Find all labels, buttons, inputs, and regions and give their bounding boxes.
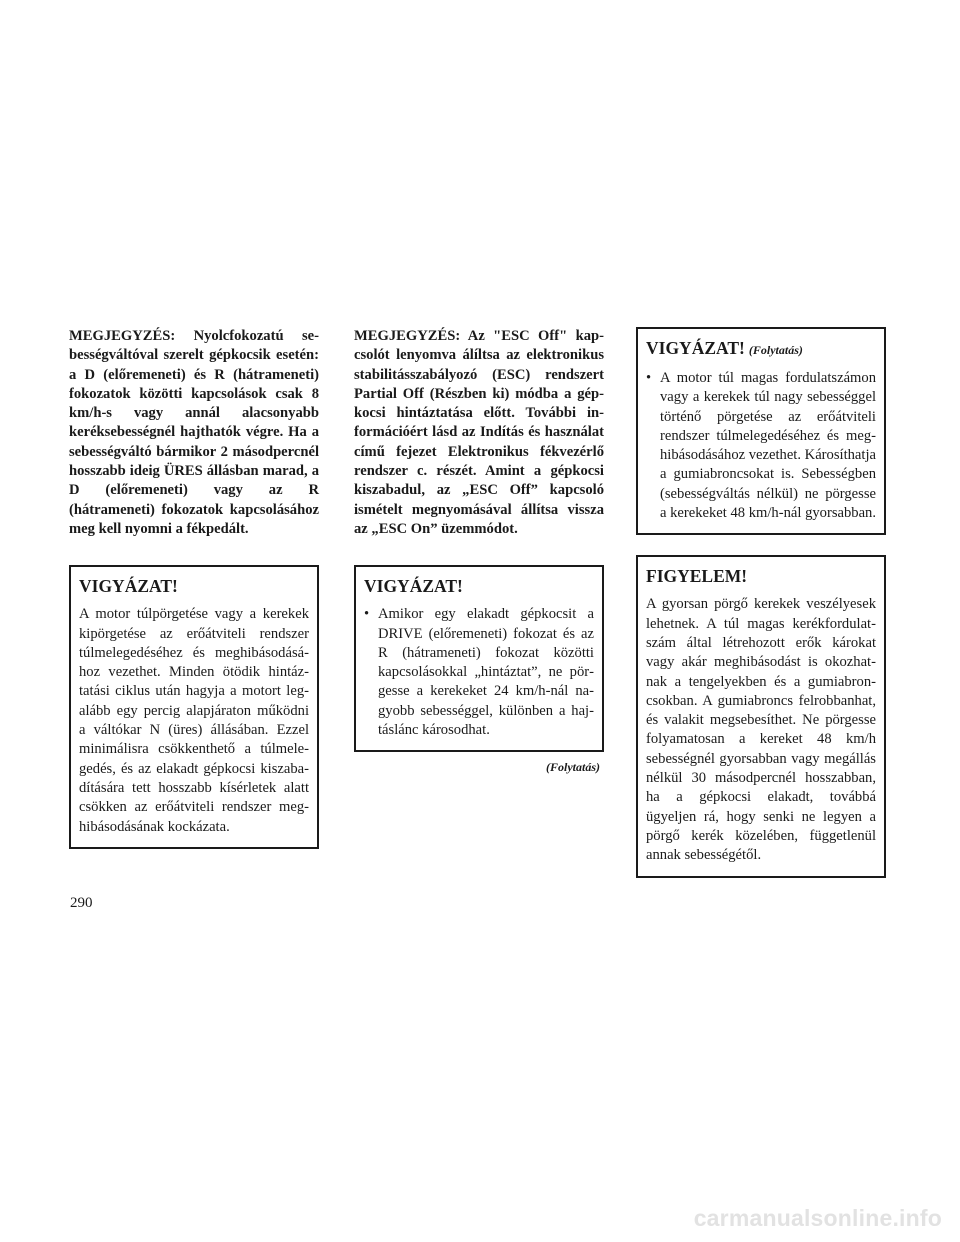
warning-title bbox=[646, 337, 876, 361]
column-left bbox=[69, 327, 319, 849]
warning-title: VIGYÁZAT! bbox=[364, 576, 463, 597]
warning-box-rocking bbox=[354, 565, 604, 752]
warning-bullet-text: Amikor egy elakadt gépkocsit a DRIVE (előremeneti) fokozat és az R (hátrameneti) fokozat közötti kapcsolásokkal „hintáztat”, ne pörgesse a kerekeket 24 km/h-nál nagyobb sebességgel, különben a hajtáslánc károsodhat. bbox=[378, 606, 594, 739]
watermark: carmanualsonline.info bbox=[693, 1205, 942, 1231]
note-eight-speed-transmission: MEGJEGYZÉS: Nyolcfokozatú sebességváltóval szerelt gépkocsik esetén: a D (előremeneti) és R (hátrameneti) fokozatok közötti kapcsolások csak 8 km/h-s vagy annál alacsonyabb keréksebességnél hajthatók végre. Ha a sebességváltó bármikor 2 másodpercnél hosszabb ideig ÜRES állásban marad, a D (előremeneti) vagy az R (hátrameneti) fokozatok kapcsolásához meg kell nyomni a fékpedált. bbox=[69, 328, 319, 537]
column-right bbox=[636, 327, 886, 878]
column-middle bbox=[354, 327, 604, 775]
warning-bullet-item bbox=[364, 605, 594, 740]
warning-bullet-item bbox=[646, 369, 876, 523]
warning-title: VIGYÁZAT! bbox=[79, 576, 178, 597]
warning-bullet-text: A motor túl magas fordulatszámon vagy a kerekek túl nagy sebességgel történő pörgetése az erőátviteli rendszer túlmelegedéséhez és meghibásodásához vezethet. Károsíthatja a gumiabroncsokat is. Sebességben (sebességváltás nélkül) ne pörgesse a kerekeket 48 km/h-nál gyorsabban. bbox=[660, 370, 876, 522]
continued-label: (Folytatás) bbox=[546, 760, 600, 775]
warning-continued-label: (Folytatás) bbox=[748, 343, 803, 357]
warning-title-text: VIGYÁZAT! bbox=[646, 338, 745, 358]
bullet-marker: • bbox=[646, 370, 652, 386]
warning-body: A motor túlpörgetése vagy a kerekek kipörgetése az erőátviteli rendszer túlmelegedéséhez és meghibásodásához vezethet. Minden ötödik hintáztatási ciklus után hagyja a motort legalább egy percig alapjáraton működni a váltókar N (üres) állásában. Ezzel minimálisra csökkenthető a túlmelegedés, és az elakadt gépkocsi kiszabadítására tett hosszabb kísérletek alatt csökken az erőátviteli rendszer meghibásodásának kockázata. bbox=[79, 606, 309, 835]
caution-box-spinning-wheels bbox=[636, 555, 886, 877]
page-number: 290 bbox=[70, 895, 93, 911]
caution-title: FIGYELEM! bbox=[646, 566, 748, 587]
caution-body: A gyorsan pörgő kerekek veszélyesek lehetnek. A túl magas kerékfordulatszám által létrehozott erők károkat vagy akár meghibásodást is okozhatnak a tengelyekben és a gumiabroncsokban. A gumiabroncs felrobbanhat, és valakit megsebesíthet. Ne pörgesse folyamatosan a kereket 48 km/h sebességnél gyorsabban vagy megállás nélkül 30 másodpercnél hosszabban, ha a gépkocsi elakadt, továbbá ügyeljen rá, hogy senki ne legyen a pörgő kerék közelében, függetlenül annak sebességétől. bbox=[646, 596, 876, 864]
warning-box-overheating bbox=[69, 565, 319, 849]
bullet-marker: • bbox=[364, 606, 370, 623]
warning-box-continued bbox=[636, 327, 886, 535]
note-esc-off: MEGJEGYZÉS: Az "ESC Off" kapcsolót lenyomva álíltsa az elektronikus stabilitásszabályozó (ESC) rendszert Partial Off (Részben ki) módba a gépkocsi hintáztatása előtt. További információért lásd az Indítás és használat című fejezet Elektronikus fékvezérlő rendszer c. részét. Amint a gépkocsi kiszabadul, az „ESC Off” kapcsoló ismételt megnyomásával állítsa vissza az „ESC On” üzemmódot. bbox=[354, 328, 604, 537]
